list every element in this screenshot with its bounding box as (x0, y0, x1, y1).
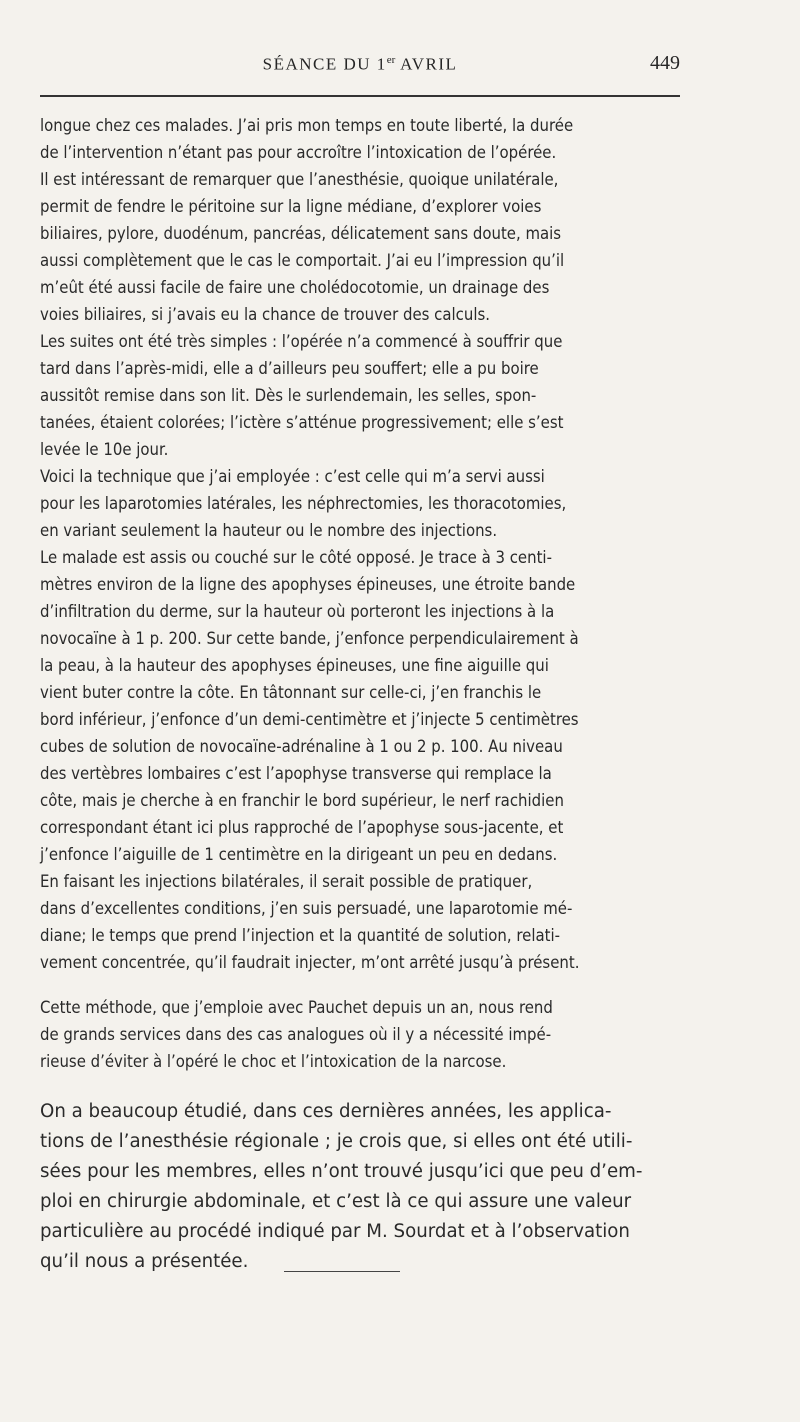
text-line: tard dans l’après-midi, elle a d’ailleurs peu souffert; elle a pu boire (40, 359, 539, 378)
text-line: bord inférieur, j’enfonce d’un demi-centimètre et j’injecte 5 centimètres (40, 710, 579, 729)
paragraph (40, 544, 680, 868)
text-line: levée le 10e jour. (40, 440, 169, 459)
text-line: Voici la technique que j’ai employée : c’est celle qui m’a servi aussi (40, 467, 545, 486)
text-line: m’eût été aussi facile de faire une cholédocotomie, un drainage des (40, 278, 550, 297)
header-rule (40, 95, 680, 97)
text-line: particulière au procédé indiqué par M. Sourdat et à l’observation (40, 1221, 630, 1242)
text-line: tions de l’anesthésie régionale ; je crois que, si elles ont été utili- (40, 1131, 633, 1152)
text-line: correspondant étant ici plus rapproché de l’apophyse sous-jacente, et (40, 818, 564, 837)
text-line: d’infiltration du derme, sur la hauteur où porteront les injections à la (40, 602, 555, 621)
text-line: aussi complètement que le cas le comportait. J’ai eu l’impression qu’il (40, 251, 565, 270)
text-line: vement concentrée, qu’il faudrait injecter, m’ont arrêté jusqu’à présent. (40, 953, 580, 972)
text-line: sées pour les membres, elles n’ont trouvé jusqu’ici que peu d’em- (40, 1161, 643, 1182)
text-line: qu’il nous a présentée. (40, 1251, 249, 1272)
running-header (40, 46, 680, 82)
text-line: voies biliaires, si j’avais eu la chance de trouver des calculs. (40, 305, 490, 324)
text-line: rieuse d’éviter à l’opéré le choc et l’intoxication de la narcose. (40, 1052, 507, 1071)
body-text (40, 112, 680, 1277)
text-line: longue chez ces malades. J’ai pris mon temps en toute liberté, la durée (40, 116, 574, 135)
text-line: mètres environ de la ligne des apophyses épineuses, une étroite bande (40, 575, 576, 594)
paragraph (40, 994, 680, 1075)
header-title (40, 54, 680, 75)
spacer (40, 976, 680, 994)
paragraph (40, 328, 680, 463)
text-line: aussitôt remise dans son lit. Dès le surlendemain, les selles, spon- (40, 386, 537, 405)
text-line: On a beaucoup étudié, dans ces dernières années, les applica- (40, 1101, 612, 1122)
paragraph (40, 112, 680, 166)
conclusion-paragraph (40, 1097, 680, 1277)
text-line: pour les laparotomies latérales, les néphrectomies, les thoracotomies, (40, 494, 567, 513)
text-line: tanées, étaient colorées; l’ictère s’atténue progressivement; elle s’est (40, 413, 564, 432)
header-title-sup: er (386, 54, 396, 66)
text-line: dans d’excellentes conditions, j’en suis persuadé, une laparotomie mé- (40, 899, 573, 918)
end-rule (284, 1271, 400, 1272)
paragraph (40, 166, 680, 328)
text-line: biliaires, pylore, duodénum, pancréas, délicatement sans doute, mais (40, 224, 562, 243)
text-line: novocaïne à 1 p. 200. Sur cette bande, j’enfonce perpendiculairement à (40, 629, 579, 648)
text-line: ploi en chirurgie abdominale, et c’est là ce qui assure une valeur (40, 1191, 632, 1212)
paragraph (40, 868, 680, 976)
text-line: vient buter contre la côte. En tâtonnant sur celle-ci, j’en franchis le (40, 683, 542, 702)
paragraph (40, 463, 680, 544)
text-line: de grands services dans des cas analogues où il y a nécessité impé- (40, 1025, 552, 1044)
text-line: Cette méthode, que j’emploie avec Pauchet depuis un an, nous rend (40, 998, 553, 1017)
text-line: Le malade est assis ou couché sur le côté opposé. Je trace à 3 centi- (40, 548, 552, 567)
spacer (40, 1075, 680, 1097)
page-number: 449 (650, 52, 680, 74)
text-line: la peau, à la hauteur des apophyses épineuses, une fine aiguille qui (40, 656, 549, 675)
text-line: En faisant les injections bilatérales, il serait possible de pratiquer, (40, 872, 533, 891)
header-title-main: SÉANCE DU 1 (262, 54, 387, 74)
text-line: cubes de solution de novocaïne-adrénaline à 1 ou 2 p. 100. Au niveau (40, 737, 563, 756)
text-line: permit de fendre le péritoine sur la ligne médiane, d’explorer voies (40, 197, 542, 216)
header-title-end: AVRIL (395, 54, 458, 74)
text-line: des vertèbres lombaires c’est l’apophyse transverse qui remplace la (40, 764, 552, 783)
text-line: en variant seulement la hauteur ou le nombre des injections. (40, 521, 498, 540)
text-line: côte, mais je cherche à en franchir le bord supérieur, le nerf rachidien (40, 791, 564, 810)
text-line: diane; le temps que prend l’injection et la quantité de solution, relati- (40, 926, 561, 945)
text-line: j’enfonce l’aiguille de 1 centimètre en la dirigeant un peu en dedans. (40, 845, 558, 864)
text-line: Les suites ont été très simples : l’opérée n’a commencé à souffrir que (40, 332, 563, 351)
text-line: Il est intéressant de remarquer que l’anesthésie, quoique unilatérale, (40, 170, 559, 189)
text-line: de l’intervention n’étant pas pour accroître l’intoxication de l’opérée. (40, 143, 557, 162)
